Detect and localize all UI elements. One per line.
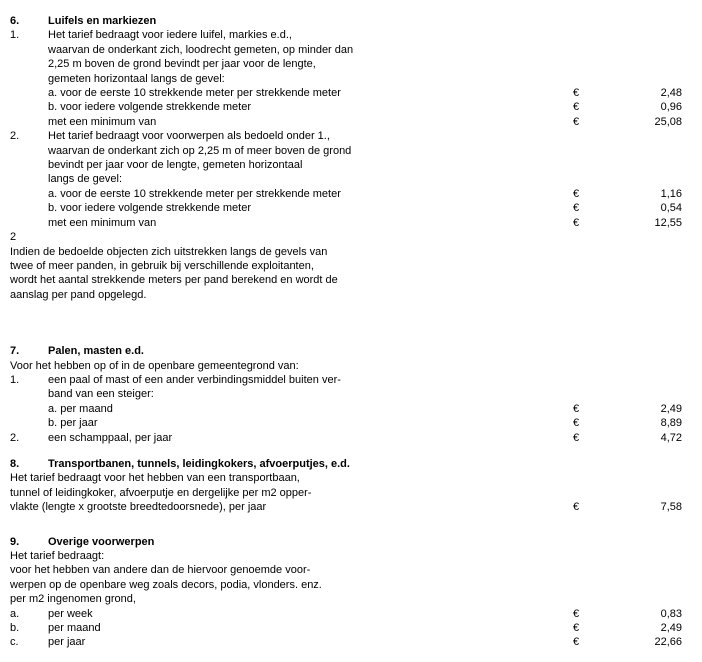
tariff-row [10, 373, 682, 387]
section-number: 7. [10, 345, 20, 358]
amount-value [587, 344, 682, 358]
row-text: Het tarief bedraagt voor voorwerpen als bedoeld onder 1., [48, 130, 330, 143]
row-number: 1. [10, 373, 20, 386]
tariff-row [10, 549, 682, 563]
amount-value [587, 57, 682, 71]
amount-value [587, 144, 682, 158]
euro-currency-symbol [573, 359, 587, 373]
tariff-row [10, 635, 682, 649]
tariff-row [10, 259, 682, 273]
euro-currency-symbol [573, 14, 587, 28]
euro-currency-symbol [573, 535, 587, 549]
euro-currency-symbol [573, 486, 587, 500]
amount-value: 22,66 [654, 636, 682, 649]
euro-currency-symbol [573, 28, 587, 42]
euro-currency-symbol [573, 172, 587, 186]
row-text: b. per jaar [48, 417, 98, 430]
section-title: Luifels en markiezen [48, 15, 157, 27]
row-text: waarvan de onderkant zich op 2,25 m of meer boven de grond [48, 144, 352, 157]
euro-currency-symbol [573, 230, 587, 244]
euro-currency-symbol: € [573, 202, 580, 215]
row-number [10, 158, 48, 172]
euro-currency-symbol [573, 57, 587, 71]
amount-value [587, 457, 682, 471]
row-text: voor het hebben van andere dan de hiervoor genoemde voor- [10, 564, 311, 577]
row-text: per maand [48, 622, 101, 635]
tariff-row [10, 43, 682, 57]
tariff-row [10, 359, 682, 373]
row-text: a. per maand [48, 402, 113, 415]
section-header [10, 457, 682, 471]
tariff-row [10, 28, 682, 42]
row-text: werpen op de openbare weg zoals decors, podia, vlonders. enz. [10, 578, 322, 591]
row-text: Het tarief bedraagt voor het hebben van een transportbaan, [10, 472, 300, 485]
row-number: 2. [10, 130, 20, 143]
section-title: Overige voorwerpen [48, 535, 155, 548]
euro-currency-symbol: € [573, 622, 580, 635]
tariff-section [10, 344, 682, 445]
row-text [48, 230, 573, 244]
amount-value [587, 14, 682, 28]
euro-currency-symbol [573, 563, 587, 577]
euro-currency-symbol [573, 72, 587, 86]
row-number [10, 387, 48, 401]
euro-currency-symbol [573, 158, 587, 172]
row-text: wordt het aantal strekkende meters per pand berekend en wordt de [10, 274, 338, 287]
amount-value [587, 535, 682, 549]
row-text: b. voor iedere volgende strekkende meter [48, 101, 252, 114]
amount-value [587, 578, 682, 592]
tariff-row [10, 245, 682, 259]
euro-currency-symbol: € [573, 431, 580, 444]
amount-value [587, 288, 682, 302]
amount-value [587, 273, 682, 287]
section-header [10, 535, 682, 549]
amount-value: 7,58 [660, 501, 682, 514]
amount-value: 25,08 [654, 115, 682, 128]
tariff-row [10, 592, 682, 606]
row-text: waarvan de onderkant zich, loodrecht gemeten, op minder dan [48, 43, 354, 56]
amount-value [587, 28, 682, 42]
row-text: per m2 ingenomen grond, [10, 593, 136, 606]
tariff-row [10, 187, 682, 201]
section-header [10, 344, 682, 358]
amount-value: 0,54 [660, 202, 682, 215]
tariff-row [10, 115, 682, 129]
row-number [10, 72, 48, 86]
amount-value: 0,96 [660, 101, 682, 114]
tariff-row [10, 172, 682, 186]
amount-value [587, 129, 682, 143]
tariff-row [10, 416, 682, 430]
row-text: band van een steiger: [48, 388, 154, 401]
amount-value [587, 359, 682, 373]
row-text: a. voor de eerste 10 strekkende meter per strekkende meter [48, 187, 341, 200]
row-text: twee of meer panden, in gebruik bij verschillende exploitanten, [10, 259, 314, 272]
row-number [10, 43, 48, 57]
euro-currency-symbol: € [573, 501, 580, 514]
tariff-row [10, 129, 682, 143]
row-number [10, 201, 48, 215]
section-title: Transportbanen, tunnels, leidingkokers, afvoerputjes, e.d. [48, 457, 350, 470]
row-number [10, 144, 48, 158]
tariff-row [10, 57, 682, 71]
row-text: 2,25 m boven de grond bevindt per jaar voor de lengte, [48, 58, 316, 71]
row-text: aanslag per pand opgelegd. [10, 288, 147, 301]
tariff-row [10, 216, 682, 230]
row-text: Het tarief bedraagt voor iedere luifel, markies e.d., [48, 29, 292, 42]
amount-value [587, 563, 682, 577]
row-number [10, 100, 48, 114]
euro-currency-symbol: € [573, 87, 580, 100]
row-number [10, 402, 48, 416]
row-text: vlakte (lengte x grootste breedtedoorsnede), per jaar [10, 501, 267, 514]
tariff-row [10, 158, 682, 172]
amount-value [587, 373, 682, 387]
tariff-row [10, 387, 682, 401]
tariff-row [10, 201, 682, 215]
euro-currency-symbol: € [573, 101, 580, 114]
amount-value [587, 172, 682, 186]
amount-value [587, 549, 682, 563]
row-number [10, 416, 48, 430]
amount-value [587, 387, 682, 401]
euro-currency-symbol [573, 144, 587, 158]
row-number: b. [10, 622, 20, 635]
row-number: 2 [10, 231, 17, 244]
tariff-row [10, 72, 682, 86]
row-text: Voor het hebben op of in de openbare gemeentegrond van: [10, 359, 299, 372]
row-number [10, 172, 48, 186]
tariff-section [10, 457, 682, 515]
euro-currency-symbol [573, 288, 587, 302]
row-text: een paal of mast of een ander verbindingsmiddel buiten ver- [48, 373, 341, 386]
row-text: een schamppaal, per jaar [48, 431, 173, 444]
row-text: gemeten horizontaal langs de gevel: [48, 72, 225, 85]
row-text: Het tarief bedraagt: [10, 550, 105, 562]
amount-value [587, 43, 682, 57]
amount-value [587, 245, 682, 259]
euro-currency-symbol [573, 129, 587, 143]
amount-value: 2,48 [660, 87, 682, 100]
euro-currency-symbol [573, 373, 587, 387]
row-number: a. [10, 607, 20, 620]
row-number: 2. [10, 431, 20, 444]
tariff-row [10, 563, 682, 577]
amount-value [587, 158, 682, 172]
tariff-row [10, 86, 682, 100]
section-number: 9. [10, 535, 20, 548]
section-header [10, 14, 682, 28]
row-number [10, 115, 48, 129]
tariff-row [10, 288, 682, 302]
row-text: langs de gevel: [48, 173, 122, 186]
euro-currency-symbol: € [573, 402, 580, 415]
tariff-row [10, 486, 682, 500]
row-number [10, 187, 48, 201]
amount-value [587, 592, 682, 606]
euro-currency-symbol [573, 259, 587, 273]
row-text: b. voor iedere volgende strekkende meter [48, 202, 252, 215]
tariff-section [10, 535, 682, 650]
row-number: 1. [10, 29, 20, 42]
amount-value: 2,49 [660, 402, 682, 415]
row-text: bevindt per jaar voor de lengte, gemeten horizontaal [48, 159, 303, 172]
tariff-row [10, 230, 682, 244]
euro-currency-symbol: € [573, 216, 580, 229]
section-title: Palen, masten e.d. [48, 345, 144, 358]
section-number: 8. [10, 457, 20, 470]
euro-currency-symbol [573, 471, 587, 485]
row-text: Indien de bedoelde objecten zich uitstrekken langs de gevels van [10, 245, 328, 258]
euro-currency-symbol: € [573, 417, 580, 430]
row-number [10, 86, 48, 100]
euro-currency-symbol [573, 592, 587, 606]
amount-value [587, 230, 682, 244]
tariff-row [10, 621, 682, 635]
euro-currency-symbol [573, 344, 587, 358]
tariff-row [10, 471, 682, 485]
tariff-row [10, 273, 682, 287]
euro-currency-symbol [573, 549, 587, 563]
euro-currency-symbol: € [573, 115, 580, 128]
amount-value: 1,16 [660, 187, 682, 200]
amount-value [587, 471, 682, 485]
amount-value: 8,89 [660, 417, 682, 430]
amount-value [587, 72, 682, 86]
euro-currency-symbol: € [573, 187, 580, 200]
row-text: per jaar [48, 636, 86, 649]
row-text: met een minimum van [48, 216, 157, 229]
tariff-row [10, 578, 682, 592]
amount-value: 0,83 [660, 607, 682, 620]
amount-value: 4,72 [660, 431, 682, 444]
euro-currency-symbol: € [573, 607, 580, 620]
tariff-row [10, 402, 682, 416]
row-number: c. [10, 636, 19, 649]
euro-currency-symbol [573, 245, 587, 259]
tariff-row [10, 500, 682, 514]
row-text: a. voor de eerste 10 strekkende meter per strekkende meter [48, 87, 341, 100]
euro-currency-symbol [573, 273, 587, 287]
euro-currency-symbol [573, 457, 587, 471]
amount-value [587, 259, 682, 273]
euro-currency-symbol [573, 43, 587, 57]
section-number: 6. [10, 15, 20, 27]
amount-value: 2,49 [660, 622, 682, 635]
tariff-section [10, 14, 682, 302]
tariff-row [10, 607, 682, 621]
row-text: tunnel of leidingkoker, afvoerputje en dergelijke per m2 opper- [10, 486, 312, 499]
row-text: met een minimum van [48, 115, 157, 128]
row-number [10, 57, 48, 71]
amount-value [587, 486, 682, 500]
row-text: per week [48, 607, 93, 620]
tariff-row [10, 431, 682, 445]
row-number [10, 216, 48, 230]
tariff-row [10, 100, 682, 114]
tariff-row [10, 144, 682, 158]
amount-value: 12,55 [654, 216, 682, 229]
euro-currency-symbol [573, 578, 587, 592]
euro-currency-symbol [573, 387, 587, 401]
euro-currency-symbol: € [573, 636, 580, 649]
